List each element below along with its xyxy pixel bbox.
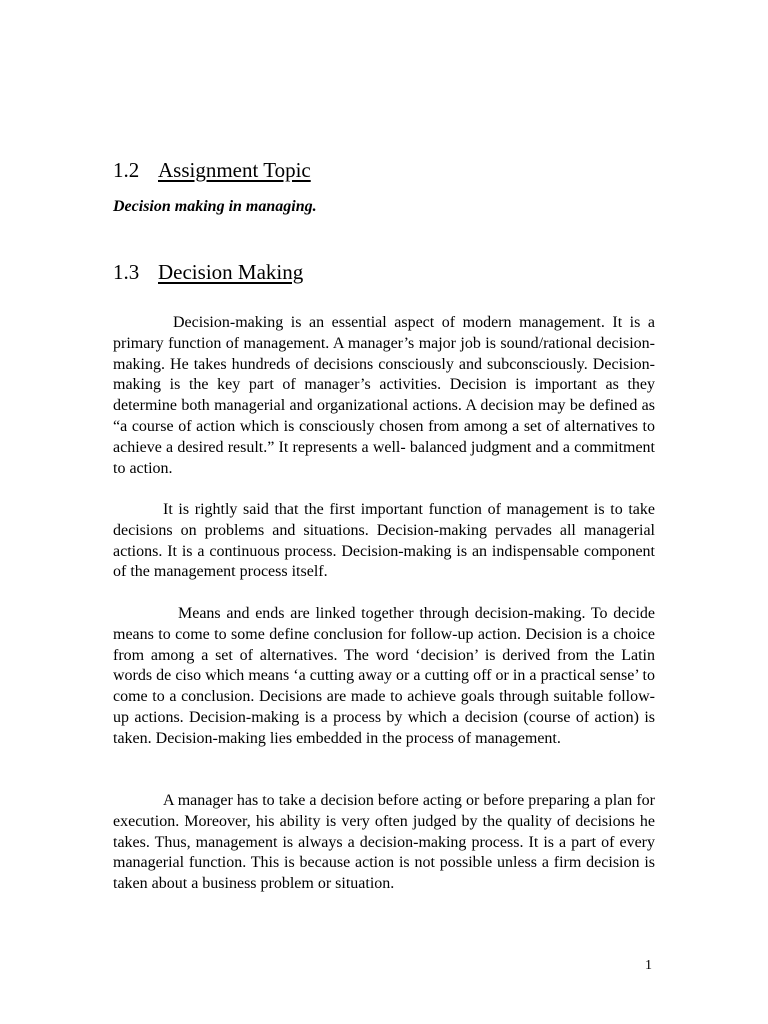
paragraph-4: A manager has to take a decision before acting or before preparing a plan for execution. Moreover, his ability is very often judged by the quality of decisions he takes. Thus, management is always a decision-making process. It is a part of every managerial function. This is because action is not possible unless a firm decision is taken about a business problem or situation.: [113, 792, 655, 893]
assignment-topic-text: Decision making in managing.: [113, 198, 317, 215]
section-title: Decision Making: [158, 260, 304, 284]
paragraph-1: Decision-making is an essential aspect of modern management. It is a primary function of management. A manager’s major job is sound/rational decision-making. He takes hundreds of decisions consciously and subconsciously. Decision-making is the key part of manager’s activities. Decision is important as they determine both managerial and organizational actions. A decision may be defined as “a course of action which is consciously chosen from among a set of alternatives to achieve a desired result.” It represents a well- balanced judgment and a commitment to action.: [113, 314, 655, 477]
section-heading-decision-making: [113, 260, 303, 284]
section-title: Assignment Topic: [158, 158, 311, 182]
paragraph-3: Means and ends are linked together through decision-making. To decide means to come to some define conclusion for follow-up action. Decision is a choice from among a set of alternatives. The word ‘decision’ is derived from the Latin words de ciso which means ‘a cutting away or a cutting off or in a practical sense’ to come to a conclusion. Decisions are made to achieve goals through suitable follow-up actions. Decision-making is a process by which a decision (course of action) is taken. Decision-making lies embedded in the process of management.: [113, 605, 655, 747]
paragraph-2: It is rightly said that the first important function of management is to take decisions on problems and situations. Decision-making pervades all managerial actions. It is a continuous process. Decision-making is an indispensable component of the management process itself.: [113, 501, 655, 581]
section-heading-assignment-topic: [113, 158, 311, 182]
page-number: 1: [645, 958, 652, 973]
section-number: 1.3: [113, 260, 140, 284]
section-number: 1.2: [113, 158, 140, 182]
